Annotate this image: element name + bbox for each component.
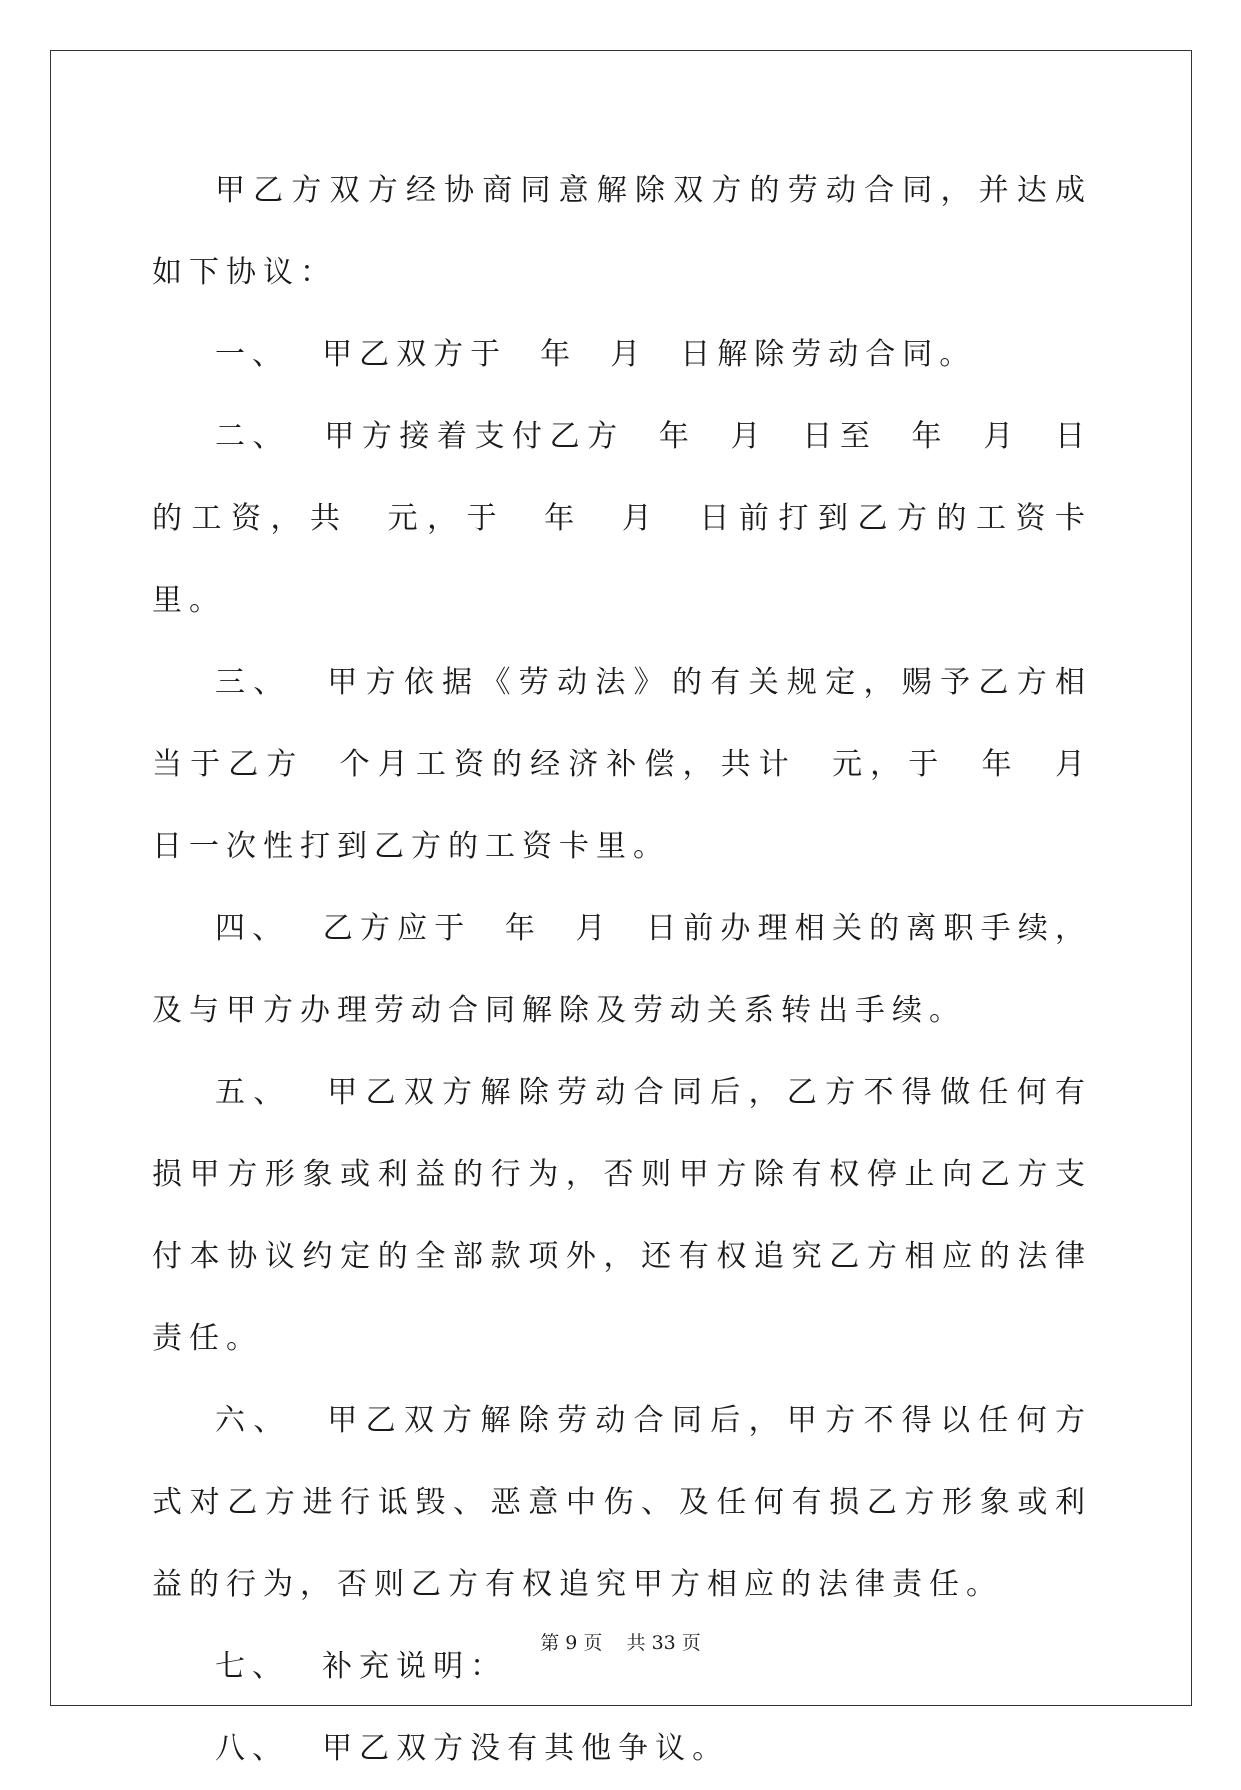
clause-5: 五、 甲乙双方解除劳动合同后，乙方不得做任何有损甲方形象或利益的行为，否则甲方除有权停止向乙方支付本协议约定的全部款项外，还有权追究乙方相应的法律责任。 (152, 1075, 1092, 1356)
clause-2: 二、 甲方接着支付乙方 年 月 日至 年 月 日的工资，共 元，于 年 月 日前打到乙方的工资卡里。 (152, 419, 1092, 618)
clause-6: 六、 甲乙双方解除劳动合同后，甲方不得以任何方式对乙方进行诋毁、恶意中伤、及任何有损乙方形象或利益的行为，否则乙方有权追究甲方相应的法律责任。 (152, 1403, 1092, 1602)
page-number-footer: 第 9 页 共 33 页 (540, 1632, 701, 1654)
document-body (152, 150, 1126, 1790)
intro-paragraph: 甲乙方双方经协商同意解除双方的劳动合同，并达成如下协议： (152, 173, 1092, 290)
clause-3: 三、 甲方依据《劳动法》的有关规定，赐予乙方相当于乙方 个月工资的经济补偿，共计 元，于 年 月 日一次性打到乙方的工资卡里。 (152, 665, 1126, 864)
clause-7: 七、 补充说明： (215, 1649, 508, 1684)
clause-1: 一、 甲乙双方于 年 月 日解除劳动合同。 (215, 337, 977, 372)
clause-4: 四、 乙方应于 年 月 日前办理相关的离职手续，及与甲方办理劳动合同解除及劳动关系转出手续。 (152, 911, 1092, 1028)
clause-8: 八、 甲乙双方没有其他争议。 (215, 1731, 730, 1766)
